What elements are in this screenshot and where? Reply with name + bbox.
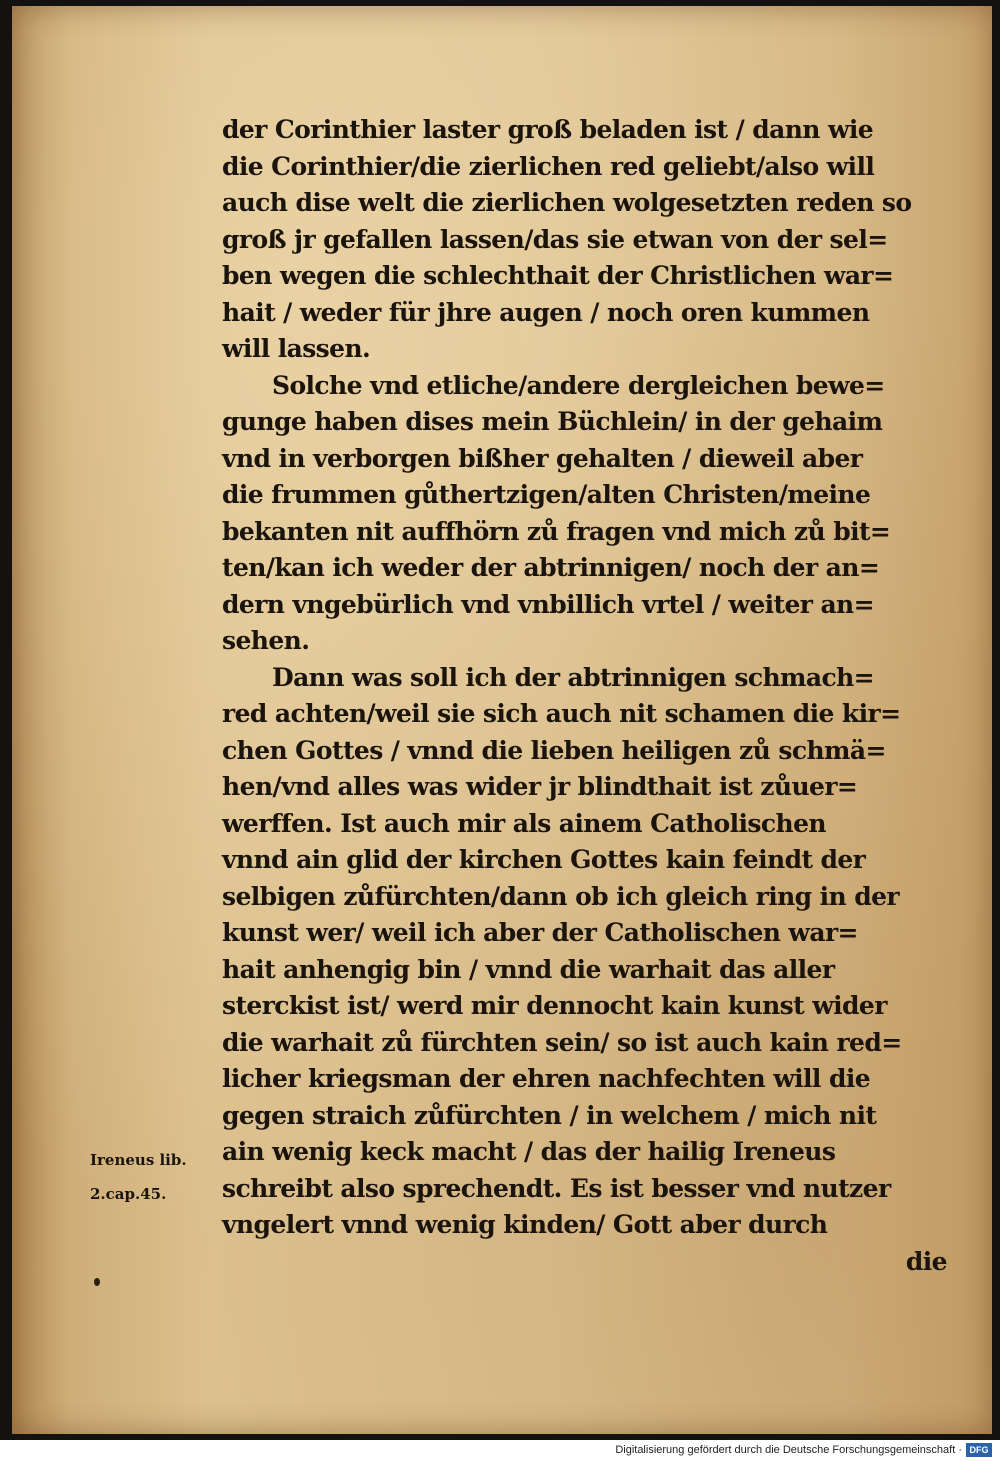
text-line: ten/kan ich weder der abtrinnigen/ noch der an=	[222, 553, 880, 582]
text-line: hait anhengig bin / vnnd die warhait das aller	[222, 954, 835, 984]
digitization-footer	[0, 1440, 1000, 1461]
text-line: vngelert vnnd wenig kinden/ Gott aber durch	[222, 1210, 828, 1239]
catchword: die	[905, 1246, 947, 1276]
text-line: will lassen.	[222, 334, 371, 363]
funding-credit: Digitalisierung gefördert durch die Deutsche Forschungsgemeinschaft ·	[615, 1444, 962, 1456]
paragraph-start-line: Solche vnd etliche/andere dergleichen bewe=	[272, 370, 885, 400]
text-line: gunge haben dises mein Büchlein/ in der gehaim	[222, 407, 883, 436]
ink-spot	[94, 1278, 100, 1286]
text-line: sehen.	[222, 626, 310, 655]
text-line: hen/vnd alles was wider jr blindthait ist zůuer=	[222, 772, 858, 801]
text-line: der Corinthier laster groß beladen ist / dann wie	[222, 115, 874, 144]
text-line: hait / weder für jhre augen / noch oren kummen	[222, 297, 870, 327]
text-line: die Corinthier/die zierlichen red geliebt/also will	[222, 151, 875, 181]
margin-note-source: Ireneus lib.	[90, 1151, 187, 1169]
text-line: vnnd ain glid der kirchen Gottes kain feindt der	[222, 845, 866, 874]
text-line: die frummen gůthertzigen/alten Christen/meine	[222, 480, 871, 509]
text-line: chen Gottes / vnnd die lieben heiligen zů schmä=	[222, 735, 886, 765]
text-line: selbigen zůfürchten/dann ob ich gleich ring in der	[222, 881, 899, 911]
text-line: sterckist ist/ werd mir dennocht kain kunst wider	[222, 991, 887, 1020]
text-line: schreibt also sprechendt. Es ist besser vnd nutzer	[222, 1173, 891, 1203]
text-line: dern vngebürlich vnd vnbillich vrtel / weiter an=	[222, 589, 874, 619]
text-line: ben wegen die schlechthait der Christlichen war=	[222, 261, 894, 290]
text-line: kunst wer/ weil ich aber der Catholischen war=	[222, 918, 858, 947]
text-line: groß jr gefallen lassen/das sie etwan von der sel=	[222, 224, 888, 254]
margin-note-chapter: 2.cap.45.	[90, 1185, 167, 1203]
paragraph-start-line: Dann was soll ich der abtrinnigen schmach=	[272, 662, 875, 692]
text-line: licher kriegsman der ehren nachfechten will die	[222, 1064, 871, 1093]
dfg-logo: DFG	[966, 1443, 992, 1457]
text-line: vnd in verborgen bißher gehalten / dieweil aber	[222, 443, 863, 473]
text-line: red achten/weil sie sich auch nit schamen die kir=	[222, 699, 901, 728]
body-text	[222, 112, 947, 1280]
text-line: die warhait zů fürchten sein/ so ist auch kain red=	[222, 1027, 902, 1057]
text-line: werffen. Ist auch mir als ainem Catholischen	[222, 808, 826, 838]
text-line: bekanten nit auffhörn zů fragen vnd mich zů bit=	[222, 516, 891, 546]
book-page	[12, 6, 992, 1434]
text-line: gegen straich zůfürchten / in welchem / mich nit	[222, 1100, 877, 1130]
text-line: ain wenig keck macht / das der hailig Ireneus	[222, 1137, 836, 1166]
text-line: auch dise welt die zierlichen wolgesetzten reden so	[222, 188, 912, 217]
